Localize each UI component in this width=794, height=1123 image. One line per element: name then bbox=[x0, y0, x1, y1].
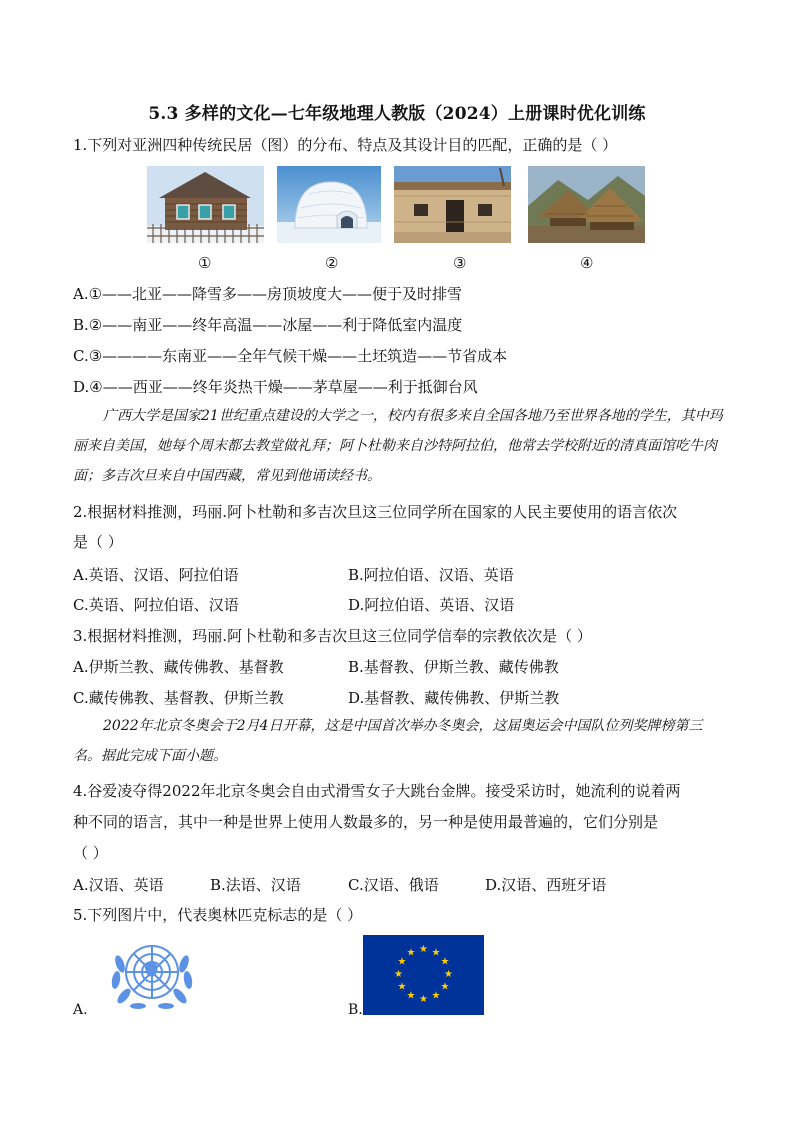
svg-text:★: ★ bbox=[440, 981, 450, 993]
q4-option-c: C.汉语、俄语 bbox=[348, 876, 439, 894]
q2-stem-line2: 是（ ） bbox=[73, 533, 123, 551]
svg-text:★: ★ bbox=[397, 956, 407, 968]
q3-option-d: D.基督教、藏传佛教、伊斯兰教 bbox=[348, 689, 560, 707]
igloo-image bbox=[277, 166, 381, 243]
q2-option-b: B.阿拉伯语、汉语、英语 bbox=[348, 566, 514, 584]
svg-text:★: ★ bbox=[406, 947, 416, 959]
eu-flag-icon bbox=[363, 935, 484, 1015]
q4-option-a: A.汉语、英语 bbox=[73, 876, 164, 894]
figure-label-4: ④ bbox=[580, 254, 594, 272]
svg-text:★: ★ bbox=[431, 947, 441, 959]
q3-option-b: B.基督教、伊斯兰教、藏传佛教 bbox=[348, 658, 559, 676]
material-paragraph-1: 广西大学是国家21世纪重点建设的大学之一，校内有很多来自全国各地乃至世界各地的学生，其中玛丽来自美国，她每个周末都去教堂做礼拜；阿卜杜勒来自沙特阿拉伯，他常去学校附近的清真面馆吃牛肉面；多吉次旦来自中国西藏，常见到他诵读经书。 bbox=[73, 408, 723, 484]
q2-option-d: D.阿拉伯语、英语、汉语 bbox=[348, 596, 515, 614]
svg-text:★: ★ bbox=[419, 944, 428, 955]
q4-stem-line3: （ ） bbox=[73, 844, 108, 862]
material-paragraph-2: 2022年北京冬奥会于2月4日开幕，这是中国首次举办冬奥会，这届奥运会中国队位列奖牌榜第三名。据此完成下面小题。 bbox=[73, 718, 703, 764]
q1-stem: 1.下列对亚洲四种传统民居（图）的分布、特点及其设计目的匹配，正确的是（ ） bbox=[73, 136, 618, 154]
svg-text:★: ★ bbox=[440, 956, 450, 968]
thatched-hut-image bbox=[528, 166, 645, 243]
adobe-house-image bbox=[394, 166, 511, 243]
q5-option-b-label: B. bbox=[348, 1002, 363, 1018]
figure-label-1: ① bbox=[198, 254, 212, 272]
svg-text:★: ★ bbox=[431, 990, 441, 1002]
q3-stem: 3.根据材料推测，玛丽.阿卜杜勒和多吉次旦这三位同学信奉的宗教依次是（ ） bbox=[73, 627, 592, 645]
svg-text:★: ★ bbox=[419, 994, 428, 1005]
q4-option-d: D.汉语、西班牙语 bbox=[485, 876, 607, 894]
svg-text:★: ★ bbox=[397, 981, 407, 993]
un-emblem-icon bbox=[104, 934, 200, 1016]
svg-text:★: ★ bbox=[406, 990, 416, 1002]
q4-stem-line1: 4.谷爱凌夺得2022年北京冬奥会自由式滑雪女子大跳台金牌。接受采访时，她流利的说着两 bbox=[73, 782, 681, 800]
q1-option-a: A.①——北亚——降雪多——房顶坡度大——便于及时排雪 bbox=[73, 285, 463, 303]
q2-option-a: A.英语、汉语、阿拉伯语 bbox=[73, 566, 239, 584]
q3-option-a: A.伊斯兰教、藏传佛教、基督教 bbox=[73, 658, 284, 676]
q5-stem: 5.下列图片中，代表奥林匹克标志的是（ ） bbox=[73, 906, 363, 924]
q1-option-d: D.④——西亚——终年炎热干燥——茅草屋——利于抵御台风 bbox=[73, 378, 478, 396]
q1-option-b: B.②——南亚——终年高温——冰屋——利于降低室内温度 bbox=[73, 316, 463, 334]
q5-option-a-label: A. bbox=[73, 1002, 88, 1018]
figure-label-2: ② bbox=[325, 254, 339, 272]
document-title: 5.3 多样的文化—七年级地理人教版（2024）上册课时优化训练 bbox=[148, 104, 646, 124]
q4-option-b: B.法语、汉语 bbox=[210, 876, 301, 894]
q2-option-c: C.英语、阿拉伯语、汉语 bbox=[73, 596, 239, 614]
q4-stem-line2: 种不同的语言，其中一种是世界上使用人数最多的，另一种是使用最普遍的，它们分别是 bbox=[73, 813, 659, 831]
svg-text:★: ★ bbox=[394, 969, 403, 980]
q1-option-c: C.③————东南亚——全年气候干燥——土坯筑造——节省成本 bbox=[73, 347, 508, 365]
q2-stem-line1: 2.根据材料推测，玛丽.阿卜杜勒和多吉次旦这三位同学所在国家的人民主要使用的语言依次 bbox=[73, 503, 678, 521]
figure-label-3: ③ bbox=[453, 254, 467, 272]
q3-option-c: C.藏传佛教、基督教、伊斯兰教 bbox=[73, 689, 284, 707]
log-house-image bbox=[147, 166, 264, 243]
svg-text:★: ★ bbox=[444, 969, 453, 980]
